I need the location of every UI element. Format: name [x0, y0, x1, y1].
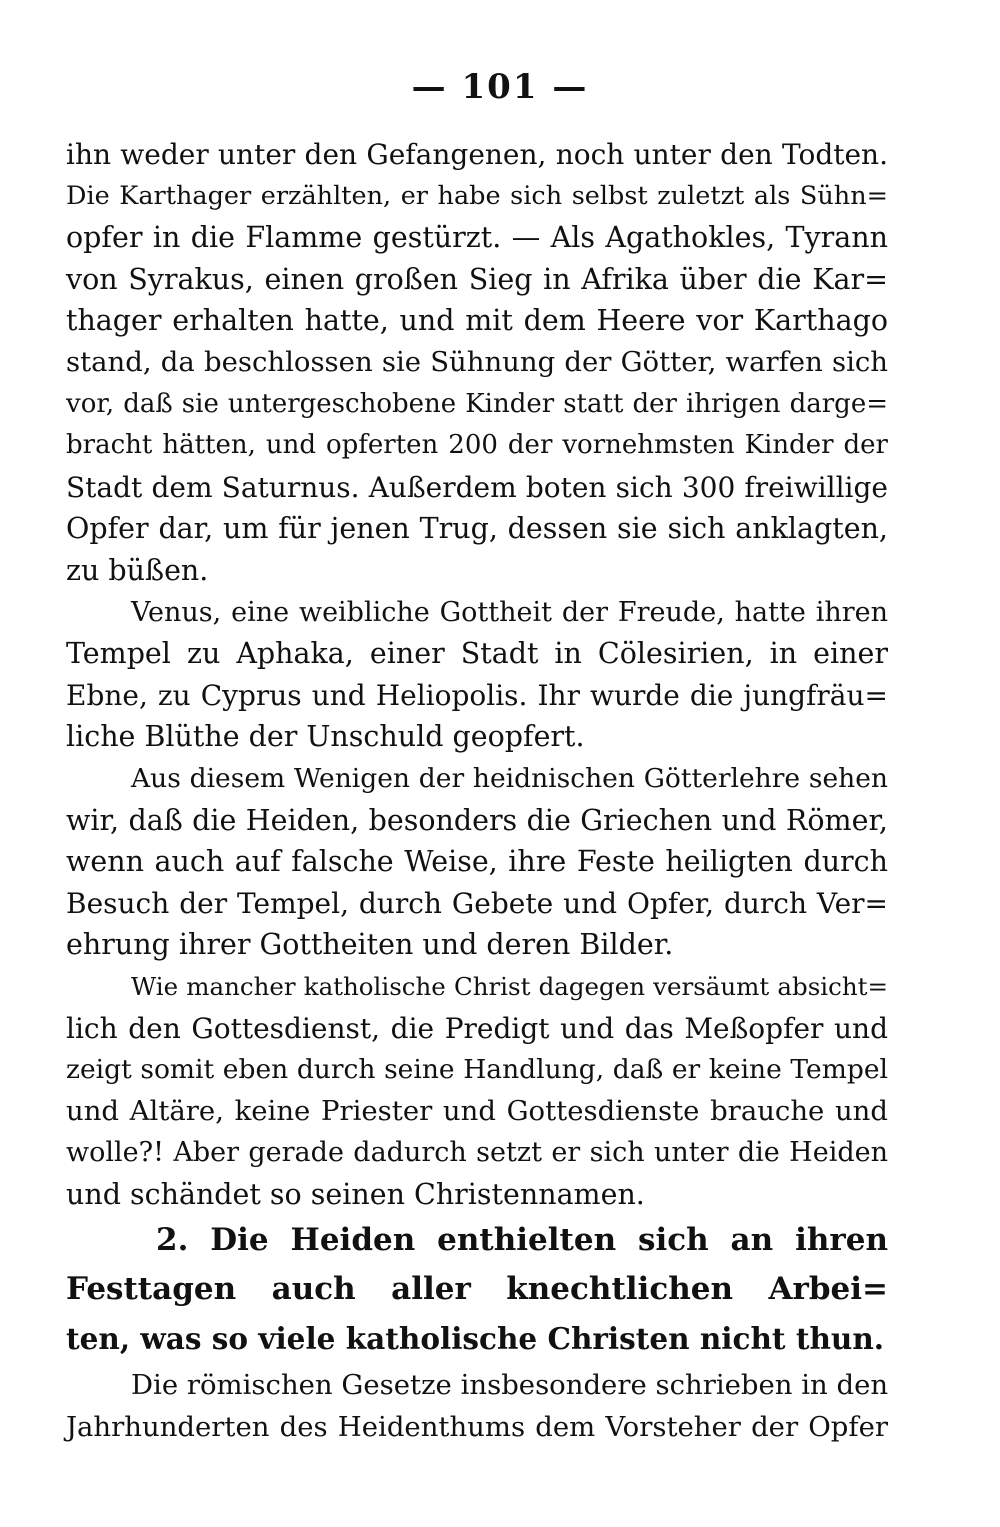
text-line: thager erhalten hatte, und mit dem Heere vor Karthago — [66, 304, 888, 338]
paragraph-roman-laws — [66, 1365, 888, 1448]
text-line: Tempel zu Aphaka, einer Stadt in Cölesirien, in einer — [66, 637, 888, 671]
text-line: ihn weder unter den Gefangenen, noch unter den Todten. — [66, 138, 888, 171]
text-line: Opfer dar, um für jenen Trug, dessen sie sich anklagten, — [66, 512, 888, 546]
text-line: und Altäre, keine Priester und Gottesdienste brauche und — [66, 1094, 888, 1127]
text-line: Ebne, zu Cyprus und Heliopolis. Ihr wurde die jungfräu= — [66, 678, 888, 712]
text-line: Venus, eine weibliche Gottheit der Freude, hatte ihren — [131, 596, 888, 628]
paragraph-continuation — [66, 134, 888, 592]
text-line: Wie mancher katholische Christ dagegen versäumt absicht= — [131, 972, 888, 1001]
text-line: wir, daß die Heiden, besonders die Griechen und Römer, — [66, 803, 888, 837]
page-number: — 101 — — [411, 67, 589, 107]
text-line: vor, daß sie untergeschobene Kinder statt der ihrigen darge= — [66, 388, 888, 419]
text-line: von Syrakus, einen großen Sieg in Afrika über die Kar= — [66, 262, 888, 296]
text-line: Stadt dem Saturnus. Außerdem boten sich 300 freiwillige — [66, 470, 888, 504]
heading-line: ten, was so viele katholische Christen nicht thun. — [66, 1321, 885, 1356]
text-line: bracht hätten, und opferten 200 der vornehmsten Kinder der — [66, 430, 888, 461]
text-line: liche Blüthe der Unschuld geopfert. — [66, 720, 585, 754]
text-line: und schändet so seinen Christennamen. — [66, 1177, 645, 1211]
text-line: wenn auch auf falsche Weise, ihre Feste heiligten durch — [66, 845, 888, 879]
text-line: Jahrhunderten des Heidenthums dem Vorsteher der Opfer — [66, 1410, 888, 1443]
paragraph-catholic-christ — [66, 966, 888, 1216]
text-line: stand, da beschlossen sie Sühnung der Götter, warfen sich — [66, 345, 888, 378]
text-line: zeigt somit eben durch seine Handlung, daß er keine Tempel — [66, 1054, 888, 1086]
text-line: wolle?! Aber gerade dadurch setzt er sich unter die Heiden — [66, 1137, 888, 1169]
text-line: Besuch der Tempel, durch Gebete und Opfer, durch Ver= — [66, 886, 888, 920]
text-line: Aus diesem Wenigen der heidnischen Götterlehre sehen — [131, 763, 888, 794]
text-line: ehrung ihrer Gottheiten und deren Bilder. — [66, 928, 674, 962]
text-line: opfer in die Flamme gestürzt. — Als Agathokles, Tyrann — [66, 221, 888, 255]
text-line: Die römischen Gesetze insbesondere schrieben in den — [131, 1369, 889, 1401]
section-heading — [66, 1216, 888, 1363]
heading-line: 2. Die Heiden enthielten sich an ihren — [156, 1222, 888, 1258]
text-line: Die Karthager erzählten, er habe sich selbst zuletzt als Sühn= — [66, 180, 888, 211]
heading-line: Festtagen auch aller knechtlichen Arbei= — [66, 1271, 888, 1307]
paragraph-venus — [66, 592, 888, 758]
text-line: lich den Gottesdienst, die Predigt und das Meßopfer und — [66, 1011, 888, 1045]
paragraph-heathen-teaching — [66, 758, 888, 966]
text-line: zu büßen. — [66, 553, 209, 587]
